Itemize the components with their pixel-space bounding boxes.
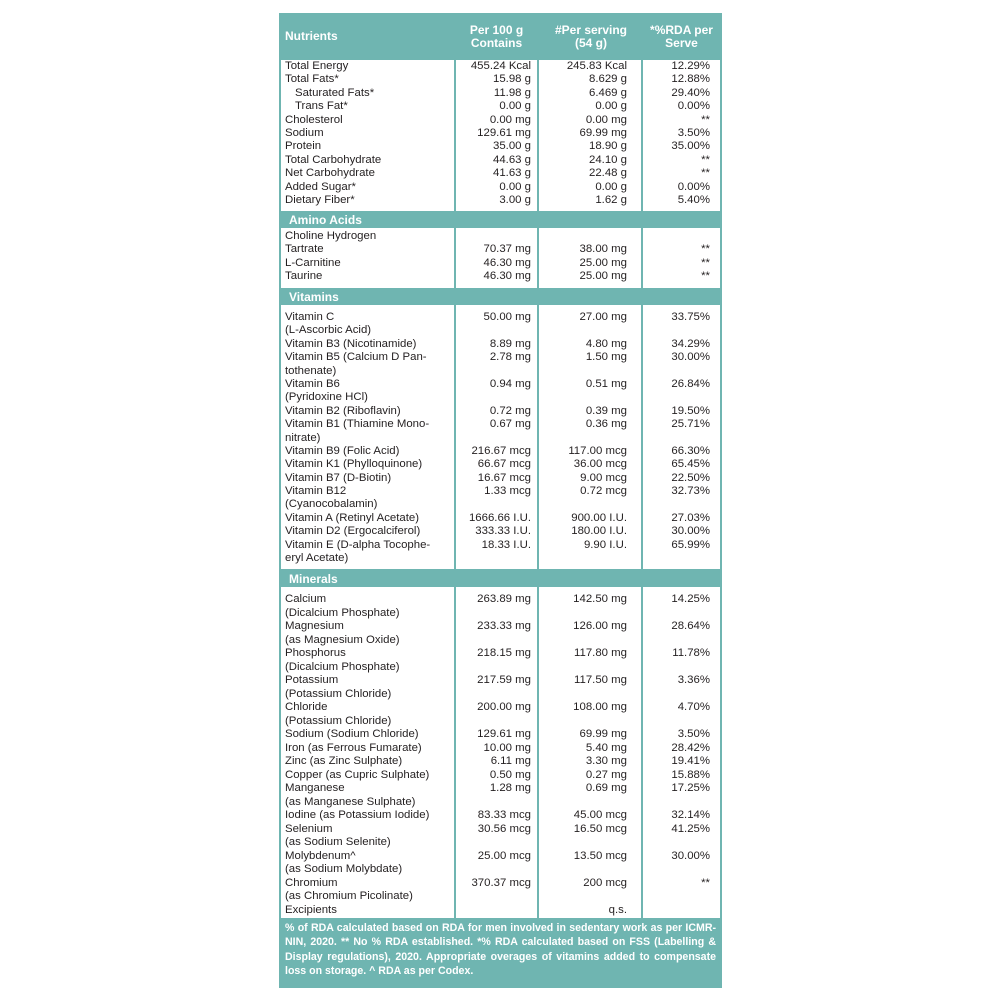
nutrient-name: L-Carnitine [285,256,341,269]
header-nutrients [285,13,435,60]
table-row [281,230,720,243]
per-100g-value: 370.37 mcg [471,876,531,889]
per-serving-value: 0.39 mg [585,404,627,417]
nutrient-name: Dietary Fiber* [285,193,355,206]
header-per100-line1: Per 100 g [469,22,524,37]
nutrient-name: Taurine [285,270,323,283]
nutrient-name: Vitamin B6 [285,377,340,390]
rda-value: 65.99% [671,538,710,551]
per-serving-value: 69.99 mg [579,728,627,740]
per-serving-value: 9.90 I.U. [583,538,627,551]
rda-value: 26.84% [671,377,710,390]
per-serving-value: 25.00 mg [579,256,627,269]
per-serving-value: 108.00 mg [573,701,627,713]
per-serving-value: 0.51 mg [585,377,627,390]
nutrients-rows [281,60,720,207]
column-divider-3 [641,13,643,918]
per-serving-value: 24.10 g [588,153,627,166]
per-100g-value: 6.11 mg [490,755,531,767]
rda-value: 35.00% [671,140,710,153]
per-100g-value: 41.63 g [492,167,531,180]
rda-value: 28.64% [671,620,710,632]
rda-value: 27.03% [671,511,710,524]
per-100g-value: 3.00 g [499,193,531,206]
per-100g-value: 16.67 mcg [477,471,531,484]
table-row [281,485,720,498]
per-serving-value: 0.00 mg [585,113,627,126]
table-row [281,100,720,113]
header-serving-line2: (54 g) [574,35,607,50]
rda-value: 19.41% [671,755,710,767]
rda-value: 4.70% [677,701,710,713]
table-row [281,270,720,283]
per-serving-value: 142.50 mg [573,593,627,605]
per-serving-value: 45.00 mcg [573,809,627,821]
nutrient-name: Chloride [285,701,328,713]
nutrient-name: Vitamin K1 (Phylloquinone) [285,458,423,471]
per-serving-value: 3.30 mg [585,755,627,767]
per-serving-value: 9.00 mcg [580,471,627,484]
amino-acids-section [281,228,720,288]
nutrient-name: Selenium [285,822,333,835]
vitamins-rows [281,311,720,565]
per-100g-value: 35.00 g [492,140,531,153]
table-row [281,140,720,153]
per-100g-value: 66.67 mcg [477,458,531,471]
nutrient-name: Manganese [285,782,345,794]
rda-value: 12.88% [671,73,710,86]
rda-value: 11.78% [672,647,710,659]
per-serving-value: 38.00 mg [579,243,627,256]
nutrient-name: eryl Acetate) [285,552,349,565]
table-row [281,715,720,729]
table-row [281,60,720,73]
rda-value: 0.00% [677,180,710,193]
header-nutrients-label: Nutrients [285,29,338,43]
table-row [281,257,720,270]
table-row [281,701,720,715]
minerals-title: Minerals [289,572,338,586]
table-row [281,661,720,675]
rda-value: 3.50% [677,126,710,139]
table-row [281,607,720,621]
per-100g-value: 0.00 mg [489,113,531,126]
rda-value: 30.00% [671,351,710,364]
table-row [281,863,720,877]
nutrient-name: (Dicalcium Phosphate) [285,660,400,673]
per-serving-value: 117.50 mg [574,674,627,686]
nutrient-name: (Dicalcium Phosphate) [285,606,400,619]
table-row [281,378,720,391]
table-row [281,525,720,538]
nutrient-name: Vitamin B1 (Thiamine Mono- [285,418,430,431]
per-serving-value: 200 mcg [583,876,627,889]
per-100g-value: 46.30 mg [483,270,531,283]
nutrient-name: (as Magnesium Oxide) [285,633,400,646]
nutrient-name: (Potassium Chloride) [285,687,392,700]
rda-value: 5.40% [677,193,710,206]
table-row [281,782,720,796]
nutrient-name: (L-Ascorbic Acid) [285,324,372,337]
table-row [281,728,720,742]
rda-value: 15.88% [671,768,710,781]
table-row [281,755,720,769]
nutrients-section [281,60,720,211]
table-row [281,512,720,525]
table-row [281,769,720,783]
nutrient-name: (as Manganese Sulphate) [285,795,416,808]
rda-value: 0.00% [677,100,710,113]
per-serving-value: 0.27 mg [585,768,627,781]
rda-value: 12.29% [671,60,710,72]
rda-value: ** [701,270,710,283]
footnote: % of RDA calculated based on RDA for men involved in sedentary work as per ICMR-NIN, 2020. ** No % RDA established. *% RDA calculated based on FSS (Labelling & Display regulations), 2020. Appropriate overages of vitamins added to compensate loss on storage. ^ RDA as per Codex. [285,922,716,978]
amino-acids-title: Amino Acids [289,213,362,227]
per-100g-value: 217.59 mg [477,674,531,686]
nutrient-name: Molybdenum^ [285,849,356,862]
table-row [281,539,720,552]
table-row [281,796,720,810]
per-serving-value: 13.50 mcg [573,849,627,862]
nutrient-name: Magnesium [285,620,344,632]
nutrient-name: Vitamin B3 (Nicotinamide) [285,337,417,350]
amino-acids-rows [281,230,720,284]
per-100g-value: 216.67 mcg [471,444,531,457]
column-divider-1 [454,13,456,918]
rda-value: ** [701,243,710,256]
header-serving [541,13,641,60]
per-serving-value: 245.83 Kcal [566,60,627,72]
nutrient-name: Vitamin B12 [285,485,347,498]
per-serving-value: 5.40 mg [585,741,627,754]
per-serving-value: 126.00 mg [573,620,627,632]
rda-value: ** [701,167,710,180]
per-serving-value: 1.62 g [595,193,627,206]
column-divider-2 [537,13,539,918]
minerals-rows [281,593,720,917]
rda-value: 25.71% [671,418,710,431]
rda-value: 28.42% [671,741,710,754]
per-100g-value: 18.33 I.U. [481,538,531,551]
per-serving-value: 22.48 g [588,167,627,180]
table-row [281,243,720,256]
nutrient-name: Potassium [285,674,339,686]
table-row [281,836,720,850]
table-row [281,432,720,445]
per-100g-value: 44.63 g [492,153,531,166]
nutrient-name: (Potassium Chloride) [285,714,392,727]
nutrient-name: Phosphorus [285,647,346,659]
nutrient-name: Vitamin A (Retinyl Acetate) [285,511,420,524]
per-100g-value: 15.98 g [492,73,531,86]
nutrient-name: Cholesterol [285,113,343,126]
rda-value: 30.00% [671,849,710,862]
table-row [281,181,720,194]
rda-value: 22.50% [671,471,710,484]
rda-value: ** [701,113,710,126]
table-row [281,87,720,100]
nutrient-name: Total Carbohydrate [285,153,382,166]
table-row [281,324,720,337]
nutrient-name: Vitamin B9 (Folic Acid) [285,444,400,457]
nutrient-name: (as Sodium Selenite) [285,836,391,848]
table-row [281,823,720,837]
rda-value: 17.25% [671,782,710,794]
per-100g-value: 10.00 mg [483,741,531,754]
table-row [281,552,720,565]
table-row [281,877,720,891]
per-100g-value: 218.15 mg [477,647,531,659]
per-100g-value: 0.72 mg [489,404,531,417]
nutrition-table [279,13,722,988]
per-serving-value: 0.36 mg [585,418,627,431]
rda-value: ** [701,876,710,889]
rda-value: 34.29% [671,337,710,350]
per-serving-value: 117.80 mg [574,647,627,659]
per-serving-value: q.s. [608,903,627,916]
table-row [281,127,720,140]
header-rda-line2: Serve [665,35,698,50]
rda-value: 32.14% [671,809,710,821]
nutrient-name: Sodium (Sodium Chloride) [285,728,419,740]
per-100g-value: 70.37 mg [483,243,531,256]
table-row [281,194,720,207]
table-row [281,742,720,756]
table-row [281,73,720,86]
nutrient-name: Excipients [285,903,337,916]
per-100g-value: 50.00 mg [483,311,531,323]
rda-value: 41.25% [671,822,710,835]
per-100g-value: 8.89 mg [489,337,531,350]
table-row [281,620,720,634]
table-row [281,311,720,324]
per-100g-value: 46.30 mg [483,256,531,269]
nutrient-name: Tartrate [285,243,324,256]
nutrient-name: Choline Hydrogen [285,230,377,242]
amino-acids-banner [281,212,720,228]
nutrient-name: Net Carbohydrate [285,167,375,180]
per-100g-value: 333.33 I.U. [475,525,531,538]
rda-value: 33.75% [671,311,710,323]
nutrient-name: Calcium [285,593,327,605]
nutrient-name: Sodium [285,126,324,139]
nutrient-name: Protein [285,140,322,153]
rda-value: ** [701,256,710,269]
table-row [281,338,720,351]
table-row [281,458,720,471]
minerals-section [281,587,720,918]
per-serving-value: 16.50 mcg [573,822,627,835]
table-row [281,472,720,485]
rda-value: 66.30% [671,444,710,457]
per-100g-value: 0.00 g [499,180,531,193]
nutrient-name: Vitamin E (D-alpha Tocophe- [285,538,431,551]
nutrient-name: Vitamin B2 (Riboflavin) [285,404,401,417]
table-row [281,634,720,648]
table-row [281,647,720,661]
nutrient-name: Total Fats* [285,73,339,86]
per-100g-value: 233.33 mg [477,620,531,632]
per-serving-value: 180.00 I.U. [571,525,627,538]
per-serving-value: 8.629 g [588,73,627,86]
table-row [281,405,720,418]
rda-value: 3.50% [677,728,710,740]
per-100g-value: 2.78 mg [489,351,531,364]
table-row [281,418,720,431]
nutrient-name: tothenate) [285,364,337,377]
table-row [281,593,720,607]
per-100g-value: 25.00 mcg [477,849,531,862]
table-row [281,498,720,511]
per-100g-value: 11.98 g [493,86,531,99]
vitamins-title: Vitamins [289,290,339,304]
header-rda [641,13,722,60]
table-row [281,154,720,167]
table-row [281,890,720,904]
per-100g-value: 0.00 g [499,100,531,113]
header-rda-line1: *%RDA per [650,22,713,37]
nutrient-name: Vitamin B5 (Calcium D Pan- [285,351,427,364]
per-100g-value: 129.61 mg [477,126,531,139]
nutrient-name: (Pyridoxine HCl) [285,391,368,404]
minerals-banner [281,571,720,587]
per-serving-value: 0.00 g [595,100,627,113]
per-serving-value: 6.469 g [588,86,627,99]
nutrient-name: Vitamin C [285,311,335,323]
per-100g-value: 30.56 mcg [477,822,531,835]
per-100g-value: 83.33 mcg [477,809,531,821]
rda-value: 19.50% [671,404,710,417]
per-serving-value: 0.72 mcg [580,485,627,498]
vitamins-banner [281,289,720,305]
vitamins-section [281,305,720,569]
per-100g-value: 0.67 mg [489,418,531,431]
per-serving-value: 1.50 mg [585,351,627,364]
per-serving-value: 25.00 mg [579,270,627,283]
rda-value: 30.00% [671,525,710,538]
per-100g-value: 129.61 mg [477,728,531,740]
table-row [281,167,720,180]
table-row [281,391,720,404]
table-row [281,114,720,127]
table-row [281,809,720,823]
per-serving-value: 0.00 g [595,180,627,193]
per-100g-value: 263.89 mg [477,593,531,605]
rda-value: 14.25% [671,593,710,605]
rda-value: 29.40% [671,86,710,99]
per-serving-value: 69.99 mg [579,126,627,139]
per-serving-value: 27.00 mg [579,311,627,323]
nutrient-name: Chromium [285,876,338,889]
header-per100 [449,13,544,60]
per-serving-value: 0.69 mg [585,782,627,794]
nutrient-name: Added Sugar* [285,180,356,193]
table-row [281,351,720,364]
per-serving-value: 36.00 mcg [573,458,627,471]
per-serving-value: 18.90 g [588,140,627,153]
table-row [281,365,720,378]
per-serving-value: 117.00 mcg [568,444,627,457]
nutrient-name: Saturated Fats* [295,86,375,99]
nutrient-name: Copper (as Cupric Sulphate) [285,768,430,781]
table-row [281,674,720,688]
nutrient-name: Zinc (as Zinc Sulphate) [285,755,403,767]
per-100g-value: 1.28 mg [489,782,531,794]
table-header [279,13,722,60]
nutrient-name: Trans Fat* [295,100,348,113]
nutrient-name: Iron (as Ferrous Fumarate) [285,741,422,754]
rda-value: 32.73% [671,485,710,498]
per-serving-value: 900.00 I.U. [571,511,627,524]
header-per100-line2: Contains [470,35,523,50]
rda-value: ** [701,153,710,166]
nutrient-name: Iodine (as Potassium Iodide) [285,809,430,821]
per-100g-value: 200.00 mg [477,701,531,713]
nutrient-name: (as Chromium Picolinate) [285,890,413,902]
nutrient-name: nitrate) [285,431,321,444]
nutrient-name: Vitamin B7 (D-Biotin) [285,471,392,484]
header-serving-line1: #Per serving [554,22,628,37]
table-row [281,904,720,918]
nutrient-name: Vitamin D2 (Ergocalciferol) [285,525,421,538]
rda-value: 65.45% [671,458,710,471]
table-row [281,850,720,864]
nutrient-name: (as Sodium Molybdate) [285,863,403,875]
nutrient-name: Total Energy [285,60,349,72]
per-serving-value: 4.80 mg [585,337,627,350]
per-100g-value: 1.33 mcg [484,485,531,498]
rda-value: 3.36% [677,674,710,686]
per-100g-value: 455.24 Kcal [470,60,531,72]
per-100g-value: 0.94 mg [489,377,531,390]
table-row [281,688,720,702]
per-100g-value: 0.50 mg [489,768,531,781]
table-row [281,445,720,458]
per-100g-value: 1666.66 I.U. [468,511,531,524]
nutrient-name: (Cyanocobalamin) [285,498,378,511]
